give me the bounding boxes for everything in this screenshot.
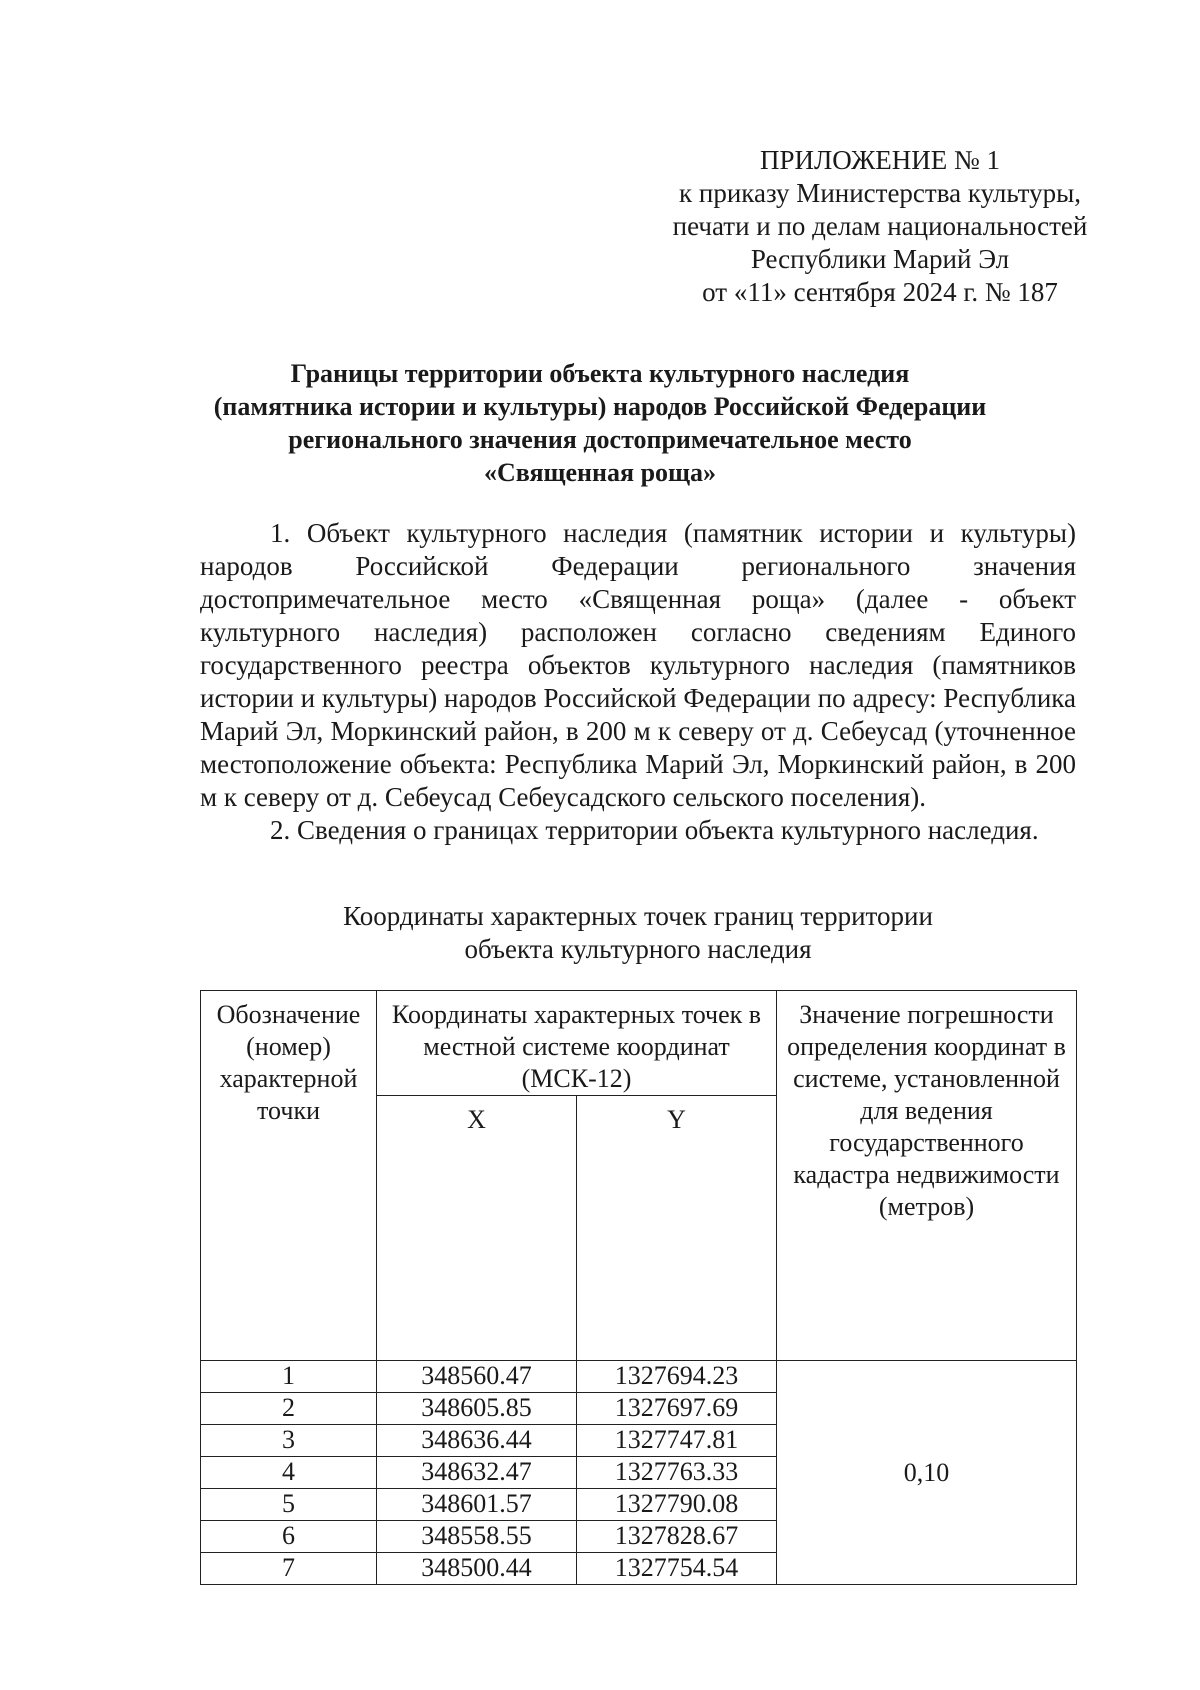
document-title (150, 357, 1050, 489)
cell-x: 348560.47 (377, 1361, 577, 1393)
body-text (200, 517, 1076, 847)
header-y: Y (577, 1096, 777, 1361)
header-x: X (377, 1096, 577, 1361)
cell-point: 2 (201, 1393, 377, 1425)
cell-y: 1327828.67 (577, 1521, 777, 1553)
cell-y: 1327790.08 (577, 1489, 777, 1521)
table-caption-line-2: объекта культурного наследия (464, 934, 812, 964)
title-line-3: регионального значения достопримечательное место (288, 425, 912, 454)
appendix-order-ref: к приказу Министерства культуры, (679, 178, 1081, 208)
cell-x: 348632.47 (377, 1457, 577, 1489)
cell-point: 3 (201, 1425, 377, 1457)
cell-point: 1 (201, 1361, 377, 1393)
appendix-number: ПРИЛОЖЕНИЕ № 1 (759, 145, 1001, 175)
table-caption (200, 900, 1076, 966)
header-accuracy: Значение погрешности определения координат в системе, установленной для ведения государственного кадастра недвижимости (метров) (777, 991, 1077, 1361)
cell-point: 5 (201, 1489, 377, 1521)
cell-y: 1327763.33 (577, 1457, 777, 1489)
cell-accuracy: 0,10 (777, 1361, 1077, 1585)
cell-x: 348636.44 (377, 1425, 577, 1457)
cell-point: 7 (201, 1553, 377, 1585)
paragraph-1: 1. Объект культурного наследия (памятник истории и культуры) народов Российской Федерации регионального значения достопримечательное место «Священная роща» (далее - объект культурного наследия) расположен согласно сведениям Единого государственного реестра объектов культурного наследия (памятников истории и культуры) народов Российской Федерации по адресу: Республика Марий Эл, Моркинский район, в 200 м к северу от д. Себеусад (уточненное местоположение объекта: Республика Марий Эл, Моркинский район, в 200 м к северу от д. Себеусад Себеусадского сельского поселения). (200, 518, 1076, 812)
cell-point: 6 (201, 1521, 377, 1553)
cell-y: 1327747.81 (577, 1425, 777, 1457)
cell-point: 4 (201, 1457, 377, 1489)
table-row (201, 1361, 1077, 1393)
appendix-republic: Республики Марий Эл (750, 244, 1010, 274)
appendix-header (640, 144, 1120, 309)
appendix-date: от «11» сентября 2024 г. № 187 (702, 277, 1058, 307)
cell-y: 1327754.54 (577, 1553, 777, 1585)
title-line-4: «Священная роща» (484, 458, 716, 487)
cell-x: 348605.85 (377, 1393, 577, 1425)
paragraph-2: 2. Сведения о границах территории объекта культурного наследия. (270, 815, 1039, 845)
title-line-1: Границы территории объекта культурного наследия (290, 359, 910, 388)
cell-x: 348601.57 (377, 1489, 577, 1521)
cell-x: 348500.44 (377, 1553, 577, 1585)
table-caption-line-1: Координаты характерных точек границ территории (343, 901, 933, 931)
cell-y: 1327694.23 (577, 1361, 777, 1393)
cell-x: 348558.55 (377, 1521, 577, 1553)
title-line-2: (памятника истории и культуры) народов Российской Федерации (213, 392, 987, 421)
header-point: Обозначение (номер) характерной точки (201, 991, 377, 1361)
appendix-ministry: печати и по делам национальностей (672, 211, 1088, 241)
cell-y: 1327697.69 (577, 1393, 777, 1425)
header-coordinates: Координаты характерных точек в местной системе координат (МСК-12) (377, 991, 777, 1096)
coordinates-table (200, 990, 1077, 1585)
